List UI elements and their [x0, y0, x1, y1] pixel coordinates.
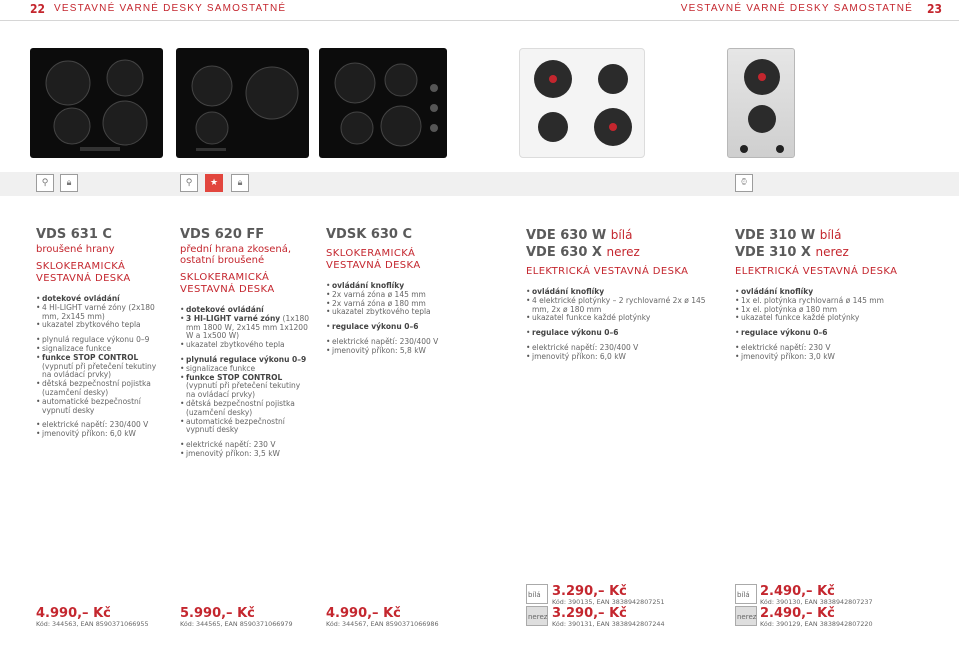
product-model: VDS 631 C — [36, 227, 112, 242]
product-model: VDE 630 W bílá — [526, 228, 633, 243]
warranty-icon: ⌚︎ — [735, 174, 753, 192]
product-category: SKLOKERAMICKÁ VESTAVNÁ DESKA — [180, 272, 275, 295]
product-code: Kód: 390135, EAN 3838942807251 — [552, 598, 665, 606]
product-code: Kód: 390129, EAN 3838942807220 — [760, 620, 873, 628]
spec-item: • ovládání knoflíky — [526, 288, 716, 297]
spec-item: • ovládání knoflíky — [326, 282, 446, 291]
spec-item: • dotekové ovládání — [36, 295, 166, 304]
product-model: VDSK 630 C — [326, 227, 413, 242]
header-divider — [0, 20, 959, 21]
product-code: Kód: 344563, EAN 8590371066955 — [36, 620, 149, 628]
product-code: Kód: 344567, EAN 8590371066986 — [326, 620, 439, 628]
knife-icon: ⚲ — [36, 174, 54, 192]
spec-item: • 1x el. plotýnka rychlovarná ø 145 mm — [735, 297, 935, 306]
variant-label: bílá — [528, 591, 541, 599]
hob-icon — [30, 48, 163, 158]
product-vde310 — [735, 228, 935, 362]
spec-list — [326, 282, 446, 356]
spec-list — [180, 306, 310, 459]
product-image-vds631c — [30, 48, 163, 158]
product-category: SKLOKERAMICKÁ VESTAVNÁ DESKA — [326, 248, 421, 271]
spec-item: • dětská bezpečnostní pojistka (uzamčení desky) — [180, 400, 310, 418]
product-code: Kód: 390131, EAN 3838942807244 — [552, 620, 665, 628]
page-number-left: 22 — [30, 2, 46, 16]
product-subtitle: přední hrana zkosená, ostatní broušené — [180, 244, 292, 266]
hob-icon — [319, 48, 447, 158]
spec-item: • ukazatel zbytkového tepla — [326, 308, 446, 317]
product-image-vde630 — [519, 48, 645, 158]
spec-item: • elektrické napětí: 230 V — [180, 441, 310, 450]
spec-item: • jmenovitý příkon: 3,5 kW — [180, 450, 310, 459]
spec-item: • 2x varná zóna ø 145 mm — [326, 291, 446, 300]
product-category: ELEKTRICKÁ VESTAVNÁ DESKA — [526, 266, 689, 277]
spec-item: • 4 HI-LIGHT varné zóny (2x180 mm, 2x145 mm) — [36, 304, 166, 322]
spec-item: • plynulá regulace výkonu 0–9 — [180, 356, 310, 365]
product-vds631c — [36, 228, 166, 439]
product-code: Kód: 344565, EAN 8590371066979 — [180, 620, 293, 628]
product-subtitle: broušené hrany — [36, 244, 115, 255]
badge-icon: ★ — [205, 174, 223, 192]
spec-item: • 4 elektrické plotýnky – 2 rychlovarné 2x ø 145 mm, 2x ø 180 mm — [526, 297, 716, 315]
spec-item: • regulace výkonu 0–6 — [735, 329, 935, 338]
feature-icon-strip — [0, 172, 959, 196]
spec-list — [36, 295, 166, 439]
spec-item: • elektrické napětí: 230/400 V — [326, 338, 446, 347]
spec-item: • ukazatel funkce každé plotýnky — [735, 314, 935, 323]
spec-item: • regulace výkonu 0–6 — [326, 323, 446, 332]
spec-item: • ukazatel zbytkového tepla — [36, 321, 166, 330]
spec-item: • funkce STOP CONTROL (vypnutí při přetečení tekutiny na ovládací prvky) — [36, 354, 166, 380]
product-price: 3.290,– Kč — [552, 584, 627, 599]
hob-icon — [728, 49, 796, 159]
product-price: 3.290,– Kč — [552, 606, 627, 621]
product-vds620ff — [180, 228, 310, 459]
spec-item: • signalizace funkce — [36, 345, 166, 354]
product-model: VDE 310 W bílá — [735, 228, 842, 243]
spec-item: • elektrické napětí: 230 V — [735, 344, 935, 353]
section-title-right: VESTAVNÉ VARNÉ DESKY SAMOSTATNÉ — [680, 3, 913, 14]
product-code: Kód: 390130, EAN 3838942807237 — [760, 598, 873, 606]
product-category: ELEKTRICKÁ VESTAVNÁ DESKA — [735, 266, 898, 277]
lock-icon: 🔒︎ — [60, 174, 78, 192]
product-price: 2.490,– Kč — [760, 584, 835, 599]
spec-item: • dotekové ovládání — [180, 306, 310, 315]
product-price: 4.990,– Kč — [36, 606, 111, 621]
spec-item: • ovládání knoflíky — [735, 288, 935, 297]
spec-item: • automatické bezpečnostní vypnutí desky — [36, 398, 166, 416]
variant-label: bílá — [737, 591, 750, 599]
spec-item: • regulace výkonu 0–6 — [526, 329, 716, 338]
spec-item: • ukazatel zbytkového tepla — [180, 341, 310, 350]
spec-item: • automatické bezpečnostní vypnutí desky — [180, 418, 310, 436]
spec-item: • jmenovitý příkon: 5,8 kW — [326, 347, 446, 356]
variant-label: nerez — [528, 613, 548, 621]
product-vde630 — [526, 228, 716, 362]
product-image-vdsk630c — [319, 48, 447, 158]
spec-item: • signalizace funkce — [180, 365, 310, 374]
product-model: VDS 620 FF — [180, 227, 265, 242]
page-header — [0, 0, 959, 18]
product-image-vde310 — [727, 48, 795, 158]
spec-item: • dětská bezpečnostní pojistka (uzamčení desky) — [36, 380, 166, 398]
spec-item: • elektrické napětí: 230/400 V — [526, 344, 716, 353]
spec-item: • funkce STOP CONTROL (vypnutí při přetečení tekutiny na ovládací prvky) — [180, 374, 310, 400]
knife-icon: ⚲ — [180, 174, 198, 192]
product-model-variant: VDE 630 X nerez — [526, 245, 640, 260]
spec-item: • elektrické napětí: 230/400 V — [36, 421, 166, 430]
section-title-left: VESTAVNÉ VARNÉ DESKY SAMOSTATNÉ — [54, 3, 287, 14]
spec-item: • plynulá regulace výkonu 0–9 — [36, 336, 166, 345]
product-price: 4.990,– Kč — [326, 606, 401, 621]
spec-item: • jmenovitý příkon: 6,0 kW — [36, 430, 166, 439]
hob-icon — [176, 48, 309, 158]
lock-icon: 🔒︎ — [231, 174, 249, 192]
spec-item: • 2x varná zóna ø 180 mm — [326, 300, 446, 309]
page-number-right: 23 — [927, 2, 943, 16]
product-image-vds620ff — [176, 48, 309, 158]
spec-item: • jmenovitý příkon: 6,0 kW — [526, 353, 716, 362]
spec-list — [735, 288, 935, 362]
spec-item: • ukazatel funkce každé plotýnky — [526, 314, 716, 323]
product-category: SKLOKERAMICKÁ VESTAVNÁ DESKA — [36, 261, 131, 284]
hob-icon — [520, 49, 646, 159]
product-price: 5.990,– Kč — [180, 606, 255, 621]
spec-item: • 1x el. plotýnka ø 180 mm — [735, 306, 935, 315]
spec-item: • jmenovitý příkon: 3,0 kW — [735, 353, 935, 362]
product-price: 2.490,– Kč — [760, 606, 835, 621]
spec-item: • 3 HI-LIGHT varné zóny (1x180 mm 1800 W, 2x145 mm 1x1200 W a 1x500 W) — [180, 315, 310, 341]
spec-list — [526, 288, 716, 362]
variant-label: nerez — [737, 613, 757, 621]
product-model-variant: VDE 310 X nerez — [735, 245, 849, 260]
product-vdsk630c — [326, 228, 446, 356]
